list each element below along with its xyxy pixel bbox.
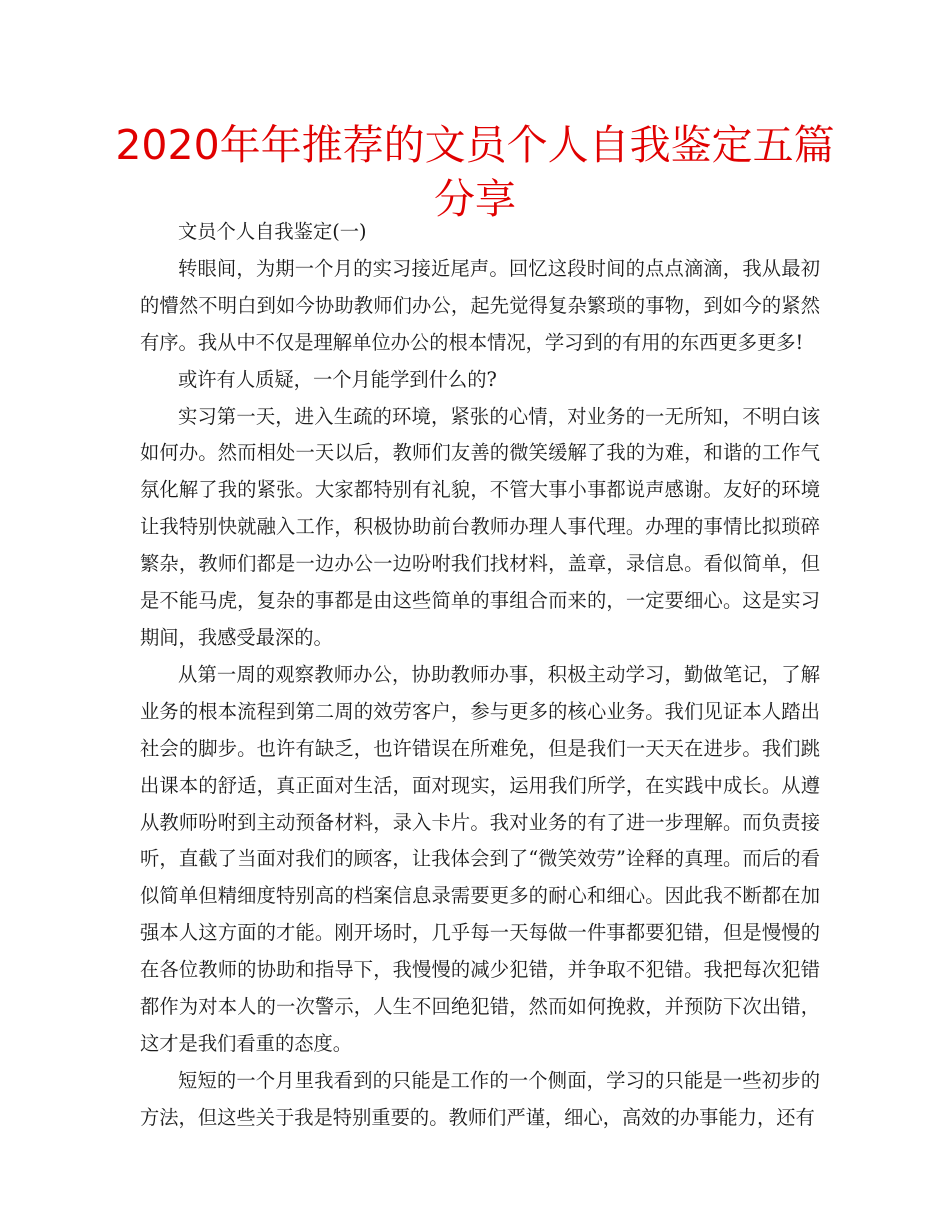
paragraph: 实习第一天，进入生疏的环境，紧张的心情，对业务的一无所知，不明白该如何办。然而相处一天以后，教师们友善的微笑缓解了我的为难，和谐的工作气氛化解了我的紧张。大家都特别有礼貌，不管大事小事都说声感谢。友好的环境让我特别快就融入工作，积极协助前台教师办理人事代理。办理的事情比拟琐碎繁杂，教师们都是一边办公一边吩咐我们找材料，盖章，录信息。看似简单，但是不能马虎，复杂的事都是由这些简单的事组合而来的，一定要细心。这是实习期间，我感受最深的。: [140, 404, 820, 649]
section-heading: 文员个人自我鉴定(一): [178, 220, 367, 243]
document-body: [140, 214, 820, 1137]
paragraph: 转眼间，为期一个月的实习接近尾声。回忆这段时间的点点滴滴，我从最初的懵然不明白到如今协助教师们办公，起先觉得复杂繁琐的事物，到如今的紧然有序。我从中不仅是理解单位办公的根本情况，学习到的有用的东西更多更多!: [140, 256, 820, 354]
paragraph: 或许有人质疑，一个月能学到什么的?: [178, 367, 497, 391]
paragraph: 短短的一个月里我看到的只能是工作的一个侧面，学习的只能是一些初步的方法，但这些关于我是特别重要的。教师们严谨，细心，高效的办事能力，还有: [140, 1068, 820, 1129]
paragraph: 从第一周的观察教师办公，协助教师办事，积极主动学习，勤做笔记，了解业务的根本流程到第二周的效劳客户，参与更多的核心业务。我们见证本人踏出社会的脚步。也许有缺乏，也许错误在所难免，但是我们一天天在进步。我们跳出课本的舒适，真正面对生活，面对现实，运用我们所学，在实践中成长。从遵从教师吩咐到主动预备材料，录入卡片。我对业务的有了进一步理解。而负责接听，直截了当面对我们的顾客，让我体会到了“微笑效劳”诠释的真理。而后的看似简单但精细度特别高的档案信息录需要更多的耐心和细心。因此我不断都在加强本人这方面的才能。刚开场时，几乎每一天每做一件事都要犯错，但是慢慢的在各位教师的协助和指导下，我慢慢的减少犯错，并争取不犯错。我把每次犯错都作为对本人的一次警示，人生不回绝犯错，然而如何挽救，并预防下次出错，这才是我们看重的态度。: [140, 662, 820, 1055]
document-title: 2020年年推荐的文员个人自我鉴定五篇分享: [115, 121, 835, 223]
